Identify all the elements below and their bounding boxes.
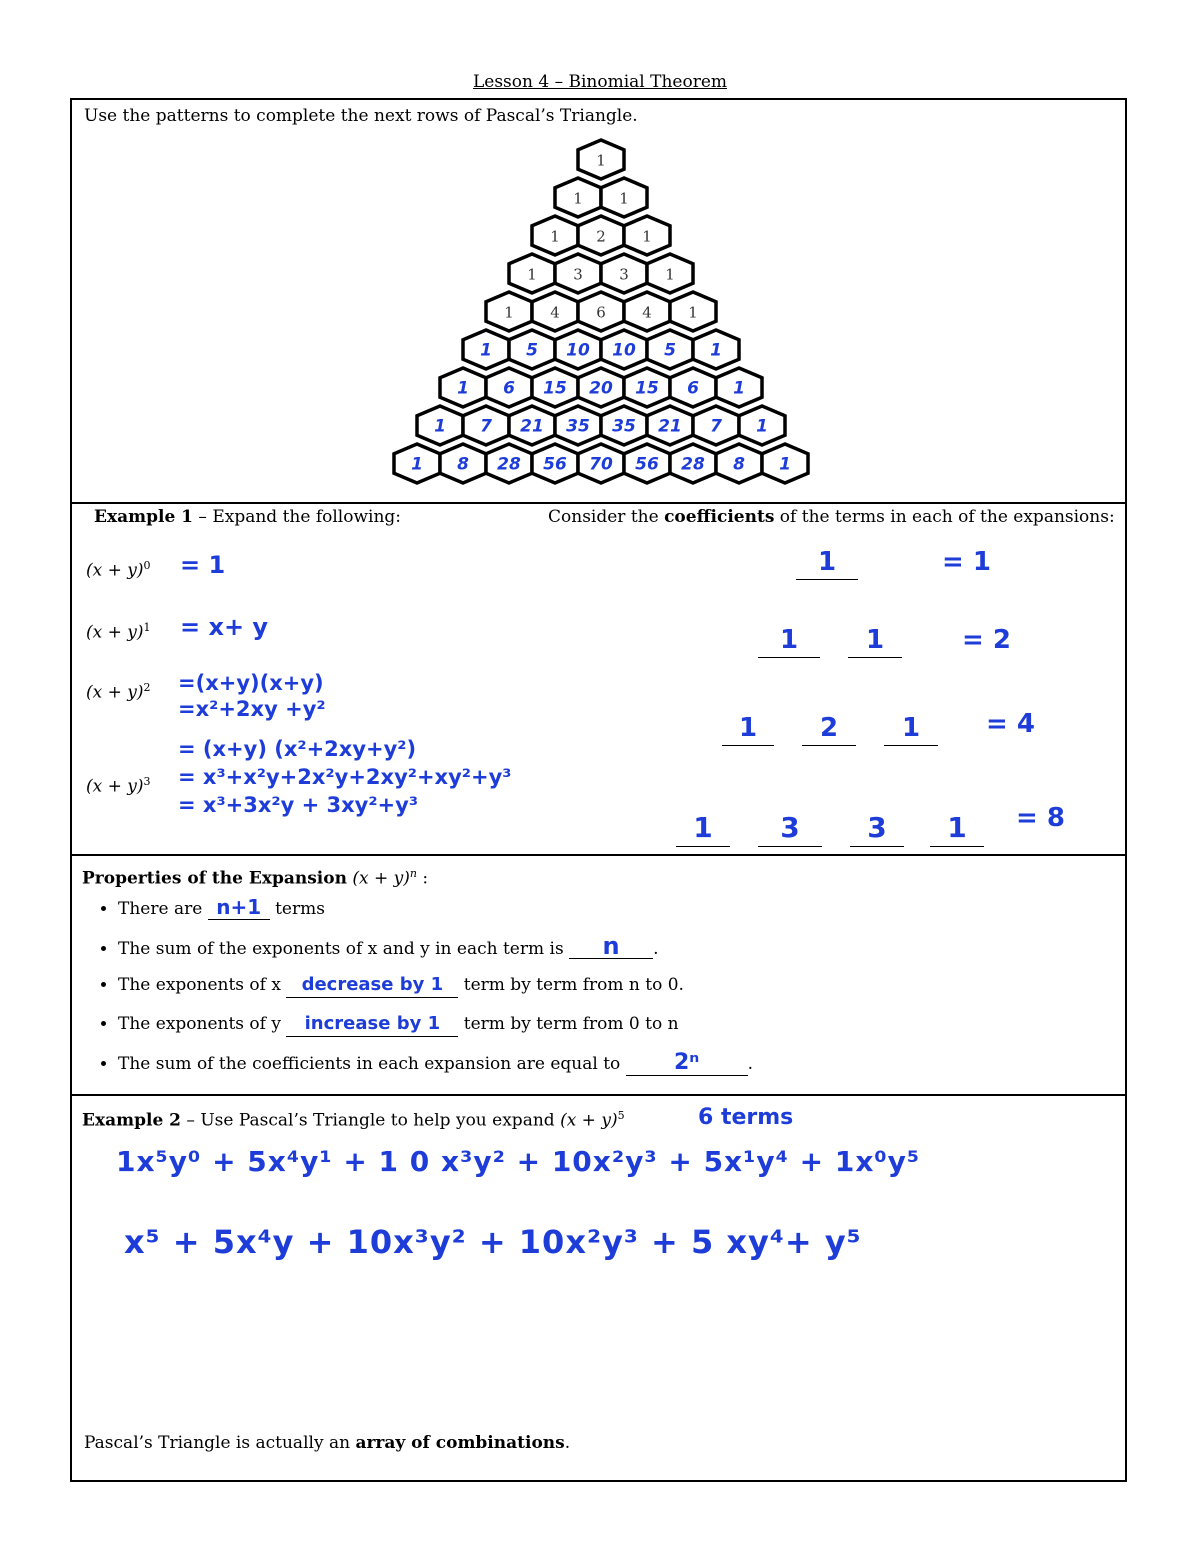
hex-value: 15 <box>635 378 659 399</box>
page-title: Lesson 4 – Binomial Theorem <box>472 72 728 92</box>
property-answer: 2ⁿ <box>626 1051 748 1076</box>
hex-value: 1 <box>550 227 560 246</box>
terms-note: 6 terms <box>698 1105 794 1130</box>
property-item <box>118 895 753 934</box>
power: 0 <box>143 559 151 572</box>
example-1-section <box>70 503 1127 856</box>
expr: (x + y) <box>86 682 144 703</box>
coef-row1-0: 1 <box>758 625 820 658</box>
hex-value: 4 <box>550 303 560 322</box>
hex-value: 20 <box>589 378 613 399</box>
hex-value: 2 <box>596 227 606 246</box>
hex-value: 21 <box>658 416 682 437</box>
property-text: . <box>747 1054 754 1074</box>
expansion-work-0: = 1 <box>180 551 226 579</box>
hex-value: 1 <box>733 378 745 399</box>
hex-value: 1 <box>457 378 469 399</box>
expansion-work-2a: =(x+y)(x+y) <box>178 671 324 695</box>
hex-value: 28 <box>681 454 705 475</box>
hex-value: 1 <box>642 227 652 246</box>
coef-row3-1: 3 <box>758 811 822 847</box>
coefficients-heading-pre: Consider the <box>548 507 665 527</box>
hex-value: 1 <box>665 265 675 284</box>
coef-row1-1: 1 <box>848 625 902 658</box>
property-item <box>118 973 753 1012</box>
hex-value: 1 <box>504 303 514 322</box>
expansion-label-1 <box>86 621 151 643</box>
property-text: There are <box>118 899 208 919</box>
coef-row2-0: 1 <box>722 713 774 746</box>
example-2-section <box>70 1095 1127 1482</box>
hex-value: 5 <box>526 340 538 361</box>
coef-row3-3: 1 <box>930 811 984 847</box>
expansion-work-2b: =x²+2xy +y² <box>178 697 326 721</box>
expr: (x + y) <box>86 622 144 643</box>
hex-value: 1 <box>710 340 722 361</box>
coef-sum-1: = 2 <box>962 625 1011 655</box>
expansion-line-1: 1x⁵y⁰ + 5x⁴y¹ + 1 0 x³y² + 10x²y³ + 5x¹y⁴ + 1x⁰y⁵ <box>116 1145 921 1178</box>
property-text: The exponents of x <box>118 975 287 995</box>
hex-value: 5 <box>664 340 676 361</box>
coefficients-heading-bold: coefficients <box>664 507 775 527</box>
property-text: The exponents of y <box>118 1014 287 1034</box>
footer-note <box>84 1433 570 1453</box>
hex-value: 1 <box>434 416 446 437</box>
coef-row3-0: 1 <box>676 811 730 847</box>
hex-value: 1 <box>527 265 537 284</box>
hex-value: 8 <box>733 454 745 475</box>
properties-expr: (x + y) <box>352 868 410 889</box>
hex-value: 1 <box>619 189 629 208</box>
hex-value: 6 <box>687 378 699 399</box>
hex-value: 7 <box>710 416 722 437</box>
hex-value: 35 <box>612 416 636 437</box>
expr: (x + y) <box>86 776 144 797</box>
power: 2 <box>143 681 151 694</box>
example-1-label: Example 1 <box>94 507 194 527</box>
property-item <box>118 1012 753 1051</box>
hex-value: 10 <box>566 340 590 361</box>
hex-value: 8 <box>457 454 469 475</box>
hex-value: 1 <box>688 303 698 322</box>
coef-sum-3: = 8 <box>1016 803 1065 833</box>
property-item <box>118 934 753 973</box>
coef-sum-0: = 1 <box>942 547 991 577</box>
expansion-work-1: = x+ y <box>180 613 269 641</box>
properties-heading <box>82 867 428 889</box>
properties-section <box>70 855 1127 1096</box>
property-answer: increase by 1 <box>286 1012 458 1037</box>
footer-text: Pascal’s Triangle is actually an <box>84 1433 356 1453</box>
power: 3 <box>143 775 151 788</box>
hex-value: 70 <box>589 454 613 475</box>
expansion-work-3b: = x³+x²y+2x²y+2xy²+xy²+y³ <box>178 765 512 789</box>
hex-value: 28 <box>497 454 521 475</box>
properties-list <box>86 895 753 1090</box>
hex-value: 7 <box>480 416 492 437</box>
coefficients-heading-post: of the terms in each of the expansions: <box>774 507 1115 527</box>
coef-sum-2: = 4 <box>986 709 1035 739</box>
hex-value: 1 <box>573 189 583 208</box>
example-2-expr: (x + y) <box>560 1110 618 1131</box>
property-text: term by term from n to 0. <box>458 975 684 995</box>
hex-value: 6 <box>503 378 515 399</box>
property-text: The sum of the coefficients in each expansion are equal to <box>118 1054 626 1074</box>
example-2-instruction: – Use Pascal’s Triangle to help you expand <box>181 1110 561 1131</box>
property-text: . <box>653 939 659 959</box>
hex-value: 10 <box>612 340 636 361</box>
hex-value: 1 <box>779 454 791 475</box>
expansion-work-3c: = x³+3x²y + 3xy²+y³ <box>178 793 419 817</box>
hex-value: 56 <box>635 454 659 475</box>
hex-value: 21 <box>520 416 544 437</box>
coef-row2-1: 2 <box>802 713 856 746</box>
hex-value: 1 <box>596 151 606 170</box>
properties-colon: : <box>422 868 429 889</box>
expansion-label-2 <box>86 681 151 703</box>
hex-value: 1 <box>411 454 423 475</box>
hex-value: 1 <box>480 340 492 361</box>
hex-value: 3 <box>573 265 583 284</box>
footer-period: . <box>564 1433 571 1453</box>
power: 1 <box>143 621 151 634</box>
coef-row2-2: 1 <box>884 713 938 746</box>
property-answer: decrease by 1 <box>286 973 458 998</box>
property-item <box>118 1051 753 1090</box>
pascal-triangle-section <box>70 98 1127 504</box>
hex-value: 1 <box>756 416 768 437</box>
example-2-label: Example 2 <box>82 1110 182 1131</box>
property-answer: n+1 <box>208 895 270 920</box>
expansion-line-2: x⁵ + 5x⁴y + 10x³y² + 10x²y³ + 5 xy⁴+ y⁵ <box>124 1223 862 1261</box>
expansion-work-3a: = (x+y) (x²+2xy+y²) <box>178 737 417 761</box>
expr: (x + y) <box>86 560 144 581</box>
coef-row3-2: 3 <box>850 811 904 847</box>
example-2-heading <box>82 1109 625 1131</box>
property-text: terms <box>269 899 325 919</box>
expansion-label-0 <box>86 559 151 581</box>
hex-value: 56 <box>543 454 567 475</box>
property-text: The sum of the exponents of x and y in each term is <box>118 939 570 959</box>
example-1-instruction: – Expand the following: <box>193 507 401 527</box>
hex-value: 15 <box>543 378 567 399</box>
hex-value: 4 <box>642 303 652 322</box>
hex-value: 3 <box>619 265 629 284</box>
properties-heading-text: Properties of the Expansion <box>82 868 347 889</box>
properties-power: n <box>409 867 417 880</box>
property-text: term by term from 0 to n <box>458 1014 679 1034</box>
instruction-text: Use the patterns to complete the next rows of Pascal’s Triangle. <box>84 106 638 126</box>
hex-value: 6 <box>596 303 606 322</box>
expansion-label-3 <box>86 775 151 797</box>
coef-row0-0: 1 <box>796 547 858 580</box>
property-answer: n <box>569 934 653 959</box>
hex-value: 35 <box>566 416 590 437</box>
example-2-power: 5 <box>617 1109 625 1122</box>
footer-bold: array of combinations <box>355 1433 565 1453</box>
coefficients-heading <box>548 507 1115 527</box>
pascal-triangle <box>72 100 1125 502</box>
example-1-heading <box>94 507 401 527</box>
